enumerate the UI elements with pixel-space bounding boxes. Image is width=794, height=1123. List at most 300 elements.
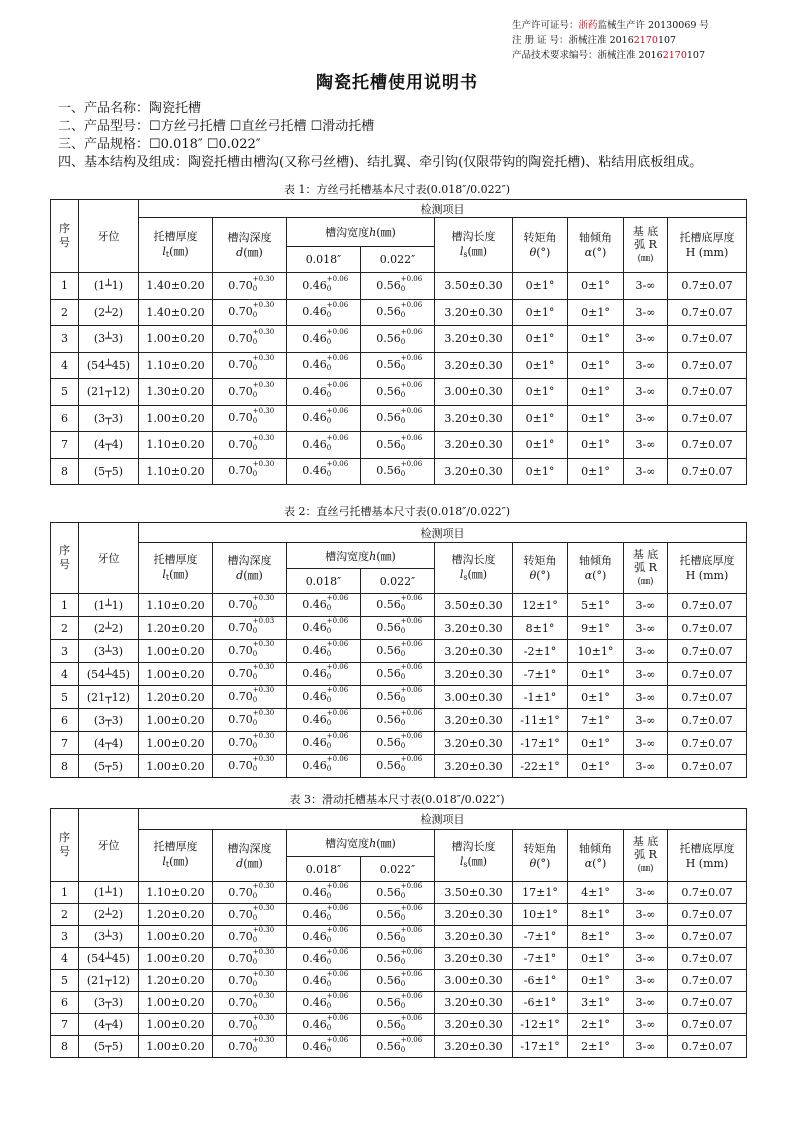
tilt-cell [568, 640, 624, 663]
upper-tolerance: +0.06 [326, 732, 349, 740]
thickness-subscript: t [165, 572, 170, 582]
tilt-cell [568, 379, 624, 406]
width-018-cell [287, 1014, 361, 1036]
depth-value: 0.70 [228, 278, 253, 292]
depth-cell [213, 1036, 287, 1058]
table-caption: 表 1：方丝弓托槽基本尺寸表(0.018″/0.022″) [284, 183, 510, 196]
tooth-value: (1┴1) [93, 598, 124, 612]
width-018-cell [287, 686, 361, 709]
lower-tolerance: 0 [400, 765, 406, 773]
upper-tolerance: +0.03 [252, 617, 275, 625]
torque-cell [513, 352, 568, 379]
width-022-tolerance [400, 460, 423, 479]
depth-cell [213, 326, 287, 353]
lower-tolerance: 0 [326, 696, 332, 704]
torque-cell [513, 458, 568, 485]
upper-tolerance: +0.06 [326, 274, 349, 283]
length-value: 3.20±0.30 [444, 1040, 503, 1053]
base-arc-cell [624, 299, 668, 326]
seq-cell [51, 458, 79, 485]
depth-value: 0.70 [228, 885, 253, 899]
width-018-tolerance [326, 594, 349, 612]
width-018-cell [287, 709, 361, 732]
tooth-label: 牙位 [97, 839, 120, 852]
length-cell [435, 948, 513, 970]
upper-tolerance: +0.30 [252, 732, 275, 740]
table-row [51, 326, 747, 353]
tilt-value: 4±1° [581, 886, 610, 899]
upper-tolerance: +0.06 [326, 1013, 349, 1022]
depth-tolerance [252, 1035, 275, 1054]
width-022-tolerance [400, 732, 423, 750]
torque-value: -17±1° [520, 736, 560, 750]
length-value: 3.20±0.30 [444, 667, 503, 681]
upper-tolerance: +0.30 [252, 969, 275, 978]
thickness-header [139, 543, 213, 594]
length-symbol: l [459, 855, 464, 868]
width-018-value: 0.46 [302, 973, 327, 987]
torque-value: 0±1° [525, 279, 555, 293]
length-subscript: s [463, 860, 468, 869]
width-022-tolerance [400, 991, 423, 1010]
depth-unit: (㎜) [243, 856, 263, 870]
tooth-cell [79, 755, 139, 778]
width-header [287, 543, 435, 569]
registration-line: 注 册 证 号：浙械注准 20162170107 [512, 35, 677, 46]
depth-cell [213, 352, 287, 379]
width-022-cell [361, 709, 435, 732]
tilt-value: 0±1° [581, 411, 610, 425]
upper-tolerance: +0.06 [400, 732, 423, 740]
thickness-value: 1.00±0.20 [146, 667, 205, 681]
seq-value: 1 [61, 598, 68, 612]
table-row [51, 882, 747, 904]
tooth-value: (2┴2) [93, 908, 124, 921]
depth-label: 槽沟深度 [227, 841, 272, 855]
dimension-table [50, 808, 747, 1058]
bottom-thickness-cell [668, 755, 747, 778]
width-018-cell [287, 926, 361, 948]
depth-value: 0.70 [228, 331, 253, 345]
torque-unit: (°) [536, 856, 551, 870]
width-018-value: 0.46 [302, 464, 327, 478]
width-022-value: 0.56 [376, 995, 401, 1009]
base-arc-value: 3-∞ [635, 385, 656, 399]
depth-tolerance [252, 274, 275, 293]
length-value: 3.20±0.30 [444, 996, 503, 1009]
depth-value: 0.70 [228, 907, 253, 921]
thickness-cell [139, 970, 213, 992]
lower-tolerance: 0 [252, 470, 258, 479]
tilt-cell [568, 326, 624, 353]
upper-tolerance: +0.30 [252, 947, 275, 956]
width-022-tolerance [400, 433, 423, 452]
width-018-value: 0.46 [302, 598, 327, 611]
tilt-unit: (°) [592, 569, 607, 582]
seq-value: 3 [61, 644, 68, 658]
torque-cell [513, 732, 568, 755]
width-022-value: 0.56 [376, 690, 401, 703]
width-018-tolerance [326, 969, 349, 988]
bottom-thickness-cell [668, 640, 747, 663]
upper-tolerance: +0.06 [326, 663, 349, 671]
depth-cell [213, 273, 287, 300]
length-cell [435, 1014, 513, 1036]
seq-value: 5 [61, 690, 68, 704]
upper-tolerance: +0.06 [326, 903, 349, 912]
width-022-tolerance [400, 947, 423, 966]
length-cell [435, 882, 513, 904]
torque-cell [513, 686, 568, 709]
tooth-cell [79, 432, 139, 459]
width-018-value: 0.46 [302, 907, 327, 921]
tilt-value: 8±1° [581, 908, 610, 921]
depth-tolerance [252, 617, 275, 635]
length-value: 3.50±0.30 [444, 598, 503, 612]
depth-cell [213, 663, 287, 686]
tilt-value: 0±1° [581, 759, 610, 773]
length-value: 3.20±0.30 [444, 464, 503, 478]
width-022-value: 0.56 [376, 667, 401, 680]
length-header [435, 218, 513, 273]
bottom-thickness-cell [668, 594, 747, 617]
width-022-cell [361, 686, 435, 709]
base-arc-header [624, 830, 668, 882]
tilt-value: 9±1° [581, 621, 610, 635]
tilt-symbol: α [584, 246, 593, 259]
upper-tolerance: +0.06 [326, 969, 349, 978]
lower-tolerance: 0 [400, 364, 406, 373]
base-arc-value: 3-∞ [635, 358, 656, 372]
lower-tolerance: 0 [326, 417, 332, 426]
bottom-thickness-value: 0.7±0.07 [681, 667, 733, 681]
lower-tolerance: 0 [326, 337, 332, 346]
thickness-value: 1.00±0.20 [146, 1040, 205, 1053]
tooth-cell [79, 458, 139, 485]
thickness-cell [139, 882, 213, 904]
bottom-thickness-value: 0.7±0.07 [681, 930, 733, 943]
tilt-value: 3±1° [581, 996, 610, 1009]
depth-tolerance [252, 991, 275, 1010]
depth-value: 0.70 [228, 1017, 253, 1031]
bottom-thickness-cell [668, 352, 747, 379]
thickness-value: 1.00±0.20 [146, 996, 205, 1009]
tilt-label: 轴倾角 [579, 231, 612, 244]
width-022-value: 0.56 [376, 411, 401, 425]
tilt-value: 7±1° [581, 713, 610, 727]
torque-cell [513, 432, 568, 459]
width-018-tolerance [326, 925, 349, 944]
seq-cell [51, 640, 79, 663]
length-cell [435, 992, 513, 1014]
bottom-thickness-value: 0.7±0.07 [681, 598, 733, 612]
width-018-tolerance [326, 991, 349, 1010]
width-022-label: 0.022″ [379, 574, 416, 588]
upper-tolerance: +0.06 [400, 709, 423, 717]
table-row [51, 458, 747, 485]
depth-cell [213, 299, 287, 326]
seq-cell [51, 379, 79, 406]
lower-tolerance: 0 [400, 470, 406, 479]
base-arc-value: 3-∞ [635, 908, 656, 921]
torque-label: 转矩角 [523, 231, 557, 244]
torque-value: -7±1° [523, 952, 557, 965]
lower-tolerance: 0 [400, 696, 406, 704]
tooth-label: 牙位 [97, 230, 120, 243]
lower-tolerance: 0 [400, 650, 406, 658]
width-018-tolerance [326, 755, 349, 773]
depth-unit: (㎜) [243, 246, 263, 259]
lower-tolerance: 0 [400, 913, 406, 922]
thickness-header [139, 830, 213, 882]
width-018-tolerance [326, 686, 349, 704]
tilt-label: 轴倾角 [579, 841, 612, 855]
seq-value: 8 [61, 759, 68, 773]
tilt-cell [568, 882, 624, 904]
tooth-cell [79, 882, 139, 904]
width-022-value: 0.56 [376, 598, 401, 611]
bottom-thickness-cell [668, 1014, 747, 1036]
width-022-cell [361, 594, 435, 617]
width-022-cell [361, 663, 435, 686]
width-022-cell [361, 617, 435, 640]
upper-tolerance: +0.30 [252, 881, 275, 890]
width-018-cell [287, 970, 361, 992]
seq-cell [51, 594, 79, 617]
table-row [51, 299, 747, 326]
upper-tolerance: +0.06 [326, 301, 349, 310]
tooth-value: (4┬4) [93, 438, 124, 452]
width-label: 槽沟宽度 [325, 837, 370, 850]
lower-tolerance: 0 [326, 311, 332, 320]
width-018-value: 0.46 [302, 621, 327, 634]
depth-value: 0.70 [228, 598, 253, 611]
thickness-value: 1.40±0.20 [146, 279, 205, 293]
bottom-thickness-value: 0.7±0.07 [681, 908, 733, 921]
tooth-cell [79, 992, 139, 1014]
registration-block [512, 18, 709, 63]
width-018-cell [287, 640, 361, 663]
torque-cell [513, 273, 568, 300]
tooth-cell [79, 663, 139, 686]
width-018-value: 0.46 [302, 1039, 327, 1053]
lower-tolerance: 0 [326, 742, 332, 750]
lower-tolerance: 0 [400, 337, 406, 346]
width-022-value: 0.56 [376, 907, 401, 921]
torque-cell [513, 326, 568, 353]
upper-tolerance: +0.06 [400, 903, 423, 912]
width-018-label: 0.018″ [305, 574, 342, 588]
bottom-thickness-cell [668, 992, 747, 1014]
base-arc-cell [624, 617, 668, 640]
depth-value: 0.70 [228, 1039, 253, 1053]
depth-value: 0.70 [228, 713, 253, 726]
width-022-cell [361, 379, 435, 406]
length-subscript: s [463, 249, 468, 259]
length-symbol: l [459, 567, 464, 581]
width-unit: (㎜) [376, 226, 396, 239]
tilt-unit: (°) [592, 246, 607, 259]
product-model-line: 二、产品型号：☐方丝弓托槽 ☐直丝弓托槽 ☐滑动托槽 [58, 119, 375, 134]
bottom-thickness-cell [668, 1036, 747, 1058]
depth-tolerance [252, 354, 275, 373]
torque-value: -1±1° [523, 690, 557, 704]
upper-tolerance: +0.06 [400, 274, 423, 283]
length-cell [435, 458, 513, 485]
width-018-tolerance [326, 709, 349, 727]
base-arc-cell [624, 594, 668, 617]
width-022-value: 0.56 [376, 437, 401, 451]
depth-tolerance [252, 327, 275, 346]
base-arc-cell [624, 926, 668, 948]
lower-tolerance: 0 [400, 1023, 406, 1032]
upper-tolerance: +0.06 [326, 640, 349, 648]
product-name-line: 一、产品名称：陶瓷托槽 [58, 101, 202, 116]
table-row [51, 594, 747, 617]
length-cell [435, 640, 513, 663]
lower-tolerance: 0 [326, 1023, 332, 1032]
torque-unit: (°) [536, 246, 551, 259]
width-unit: (㎜) [376, 837, 396, 850]
thickness-cell [139, 326, 213, 353]
torque-label: 转矩角 [523, 554, 557, 567]
width-018-cell [287, 405, 361, 432]
tilt-header [568, 218, 624, 273]
lower-tolerance: 0 [326, 1045, 332, 1054]
tooth-value: (1┴1) [93, 886, 124, 899]
tooth-cell [79, 405, 139, 432]
width-018-value: 0.46 [302, 305, 327, 319]
length-cell [435, 732, 513, 755]
lower-tolerance: 0 [326, 364, 332, 373]
length-cell [435, 904, 513, 926]
tooth-cell [79, 948, 139, 970]
depth-tolerance [252, 881, 275, 900]
tilt-cell [568, 617, 624, 640]
length-cell [435, 686, 513, 709]
tooth-header [79, 200, 139, 273]
thickness-cell [139, 755, 213, 778]
base-arc-cell [624, 1014, 668, 1036]
width-018-value: 0.46 [302, 1017, 327, 1031]
depth-cell [213, 640, 287, 663]
width-018-tolerance [326, 663, 349, 681]
depth-cell [213, 926, 287, 948]
lower-tolerance: 0 [326, 627, 332, 635]
table-row [51, 432, 747, 459]
tooth-cell [79, 640, 139, 663]
tilt-symbol: α [584, 856, 593, 870]
base-arc-cell [624, 379, 668, 406]
tooth-cell [79, 970, 139, 992]
width-label: 槽沟宽度 [325, 226, 370, 239]
thickness-cell [139, 686, 213, 709]
tooth-cell [79, 594, 139, 617]
base-arc-cell [624, 432, 668, 459]
tooth-value: (4┬4) [93, 1018, 124, 1031]
width-022-cell [361, 992, 435, 1014]
length-unit: (㎜) [467, 244, 488, 258]
upper-tolerance: +0.06 [400, 327, 423, 336]
torque-cell [513, 379, 568, 406]
width-022-cell [361, 1014, 435, 1036]
depth-header [213, 218, 287, 273]
tilt-cell [568, 970, 624, 992]
tilt-value: 0±1° [581, 952, 610, 965]
table-row [51, 755, 747, 778]
length-value: 3.20±0.30 [444, 411, 503, 425]
thickness-value: 1.10±0.20 [146, 886, 205, 899]
base-arc-cell [624, 686, 668, 709]
seq-cell [51, 882, 79, 904]
length-label: 槽沟长度 [451, 840, 496, 853]
width-022-tolerance [400, 380, 423, 399]
bottom-thickness-cell [668, 948, 747, 970]
width-018-tolerance [326, 327, 349, 346]
bottom-thickness-cell [668, 458, 747, 485]
lower-tolerance: 0 [252, 891, 258, 900]
bottom-thickness-value: 0.7±0.07 [681, 438, 733, 452]
length-value: 3.20±0.30 [444, 621, 503, 635]
upper-tolerance: +0.30 [252, 755, 275, 763]
lower-tolerance: 0 [252, 742, 258, 750]
depth-value: 0.70 [228, 384, 253, 398]
lower-tolerance: 0 [326, 765, 332, 773]
width-022-cell [361, 432, 435, 459]
thickness-label: 托槽厚度 [153, 840, 198, 853]
width-018-tolerance [326, 640, 349, 658]
seq-cell [51, 617, 79, 640]
bottom-thickness-value: 0.7±0.07 [681, 621, 733, 635]
tooth-value: (21┬12) [86, 690, 131, 704]
width-022-value: 0.56 [376, 713, 401, 726]
depth-value: 0.70 [228, 759, 253, 772]
width-018-cell [287, 992, 361, 1014]
thickness-cell [139, 617, 213, 640]
width-022-value: 0.56 [376, 736, 401, 749]
table-row [51, 970, 747, 992]
thickness-value: 1.20±0.20 [146, 908, 205, 921]
thickness-value: 1.10±0.20 [146, 464, 205, 478]
bottom-thickness-value: 0.7±0.07 [681, 385, 733, 399]
seq-value: 3 [61, 930, 68, 943]
length-cell [435, 405, 513, 432]
thickness-cell [139, 732, 213, 755]
length-value: 3.00±0.30 [444, 974, 503, 987]
tilt-value: 2±1° [581, 1040, 610, 1053]
upper-tolerance: +0.06 [400, 991, 423, 1000]
width-022-cell [361, 904, 435, 926]
depth-label: 槽沟深度 [227, 554, 272, 567]
upper-tolerance: +0.06 [326, 354, 349, 363]
thickness-cell [139, 432, 213, 459]
upper-tolerance: +0.06 [326, 1035, 349, 1044]
base-arc-cell [624, 405, 668, 432]
upper-tolerance: +0.30 [252, 460, 275, 469]
page-title: 陶瓷托槽使用说明书 [316, 73, 478, 93]
width-022-value: 0.56 [376, 644, 401, 657]
base-arc-value: 3-∞ [635, 411, 656, 425]
torque-cell [513, 926, 568, 948]
upper-tolerance: +0.30 [252, 327, 275, 336]
width-018-tolerance [326, 354, 349, 373]
thickness-value: 1.00±0.20 [146, 713, 205, 727]
tooth-cell [79, 352, 139, 379]
depth-value: 0.70 [228, 973, 253, 987]
length-value: 3.20±0.30 [444, 930, 503, 943]
bottom-thickness-value: 0.7±0.07 [681, 736, 733, 750]
base-arc-value: 3-∞ [635, 464, 656, 478]
